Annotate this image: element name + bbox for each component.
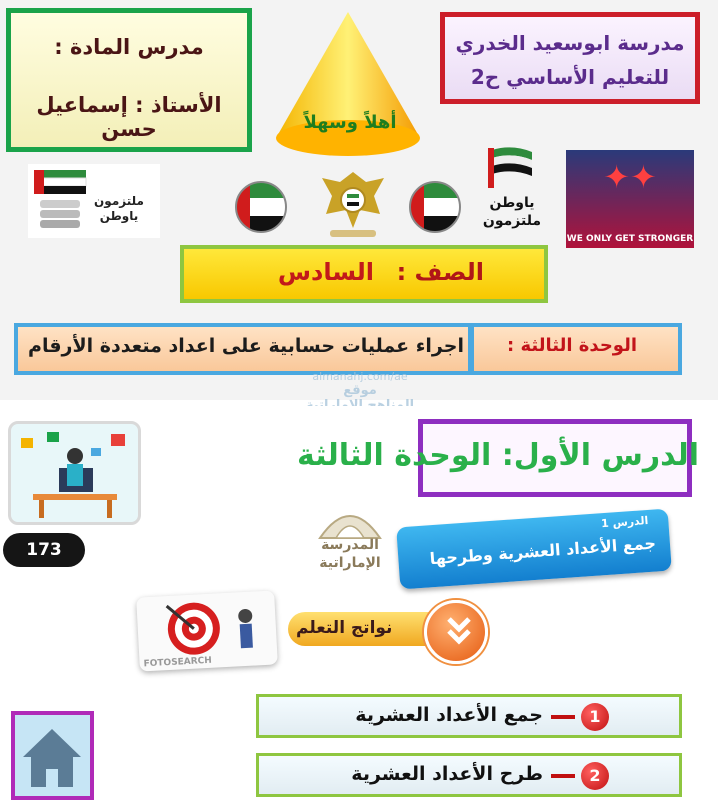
page-number-badge: 173: [3, 533, 85, 567]
grade-label: الصف :: [396, 258, 484, 286]
outcomes-label: نواتج التعلم: [296, 618, 393, 638]
outcome-item[interactable]: [256, 753, 682, 797]
target-card-caption: FOTOSEARCH: [143, 655, 213, 670]
unit-divider: [468, 327, 474, 371]
outcome-item-number: 1: [581, 703, 609, 731]
grade-box: [180, 245, 548, 303]
unit-box: [14, 323, 682, 375]
double-chevron-down-icon: [433, 603, 485, 655]
welcome-text: أهلاً وسهلاً: [303, 112, 397, 133]
subject-teacher-label: مدرس المادة :: [54, 35, 204, 59]
dome-arch-icon: [310, 500, 390, 540]
school-name: مدرسة ابوسعيد الخدري: [455, 31, 685, 55]
emirati-school-logo: [310, 500, 390, 578]
outcome-item-text: جمع الأعداد العشرية: [355, 704, 543, 726]
grade-value: السادس: [277, 258, 374, 286]
flag-wave-icon: [482, 144, 542, 190]
desk-illustration: [8, 421, 141, 525]
stronger-logo-art: ✦✦: [603, 158, 657, 196]
committed-logo-left: [28, 164, 160, 238]
unit-label: الوحدة الثالثة :: [507, 335, 637, 356]
outcomes-chevron-button: [424, 600, 488, 664]
stronger-logo-caption: WE ONLY GET STRONGER: [566, 234, 694, 244]
outcome-item-number: 2: [581, 762, 609, 790]
teacher-box: [6, 8, 252, 152]
outcome-item-text: طرح الأعداد العشرية: [351, 763, 543, 785]
watermark-url: almanahj.com/ae: [312, 370, 408, 383]
uae-flag-hand-icon: [32, 166, 92, 236]
home-button[interactable]: [11, 711, 94, 800]
committed-logo-mid-text: ياوطن ملتزمون: [482, 195, 542, 229]
learning-outcomes: [288, 600, 490, 658]
outcome-item-dash: [551, 715, 575, 719]
school-stage: للتعليم الأساسي ح2: [470, 65, 670, 89]
unit-title: اجراء عمليات حسابية على اعداد متعددة الأرقام: [28, 335, 464, 357]
outcome-item[interactable]: [256, 694, 682, 738]
lesson-header-box: [297, 419, 699, 497]
uae-emblem-icon: [316, 166, 390, 242]
stronger-logo: [566, 150, 694, 248]
home-icon: [15, 715, 90, 796]
outcome-item-dash: [551, 774, 575, 778]
student-at-desk-icon: [11, 424, 138, 522]
committed-logo-mid: [472, 140, 552, 240]
watermark-line-1: موقع: [343, 383, 377, 398]
uae-flag-circle-icon: [408, 180, 462, 234]
committed-logo-left-text: ملتزمون ياوطن: [94, 194, 144, 223]
uae-flag-circle-icon: [234, 180, 288, 234]
lesson-tag-number: الدرس 1: [600, 513, 649, 531]
school-box: [440, 12, 700, 104]
teacher-name: الأستاذ : إسماعيل حسن: [36, 93, 222, 141]
lesson-tag-title: جمع الأعداد العشرية وطرحها: [429, 533, 657, 569]
target-card: [136, 590, 278, 671]
emirati-school-logo-text: المدرسة الإماراتية: [319, 537, 381, 571]
lesson-header: الدرس الأول: الوحدة الثالثة: [297, 438, 699, 473]
